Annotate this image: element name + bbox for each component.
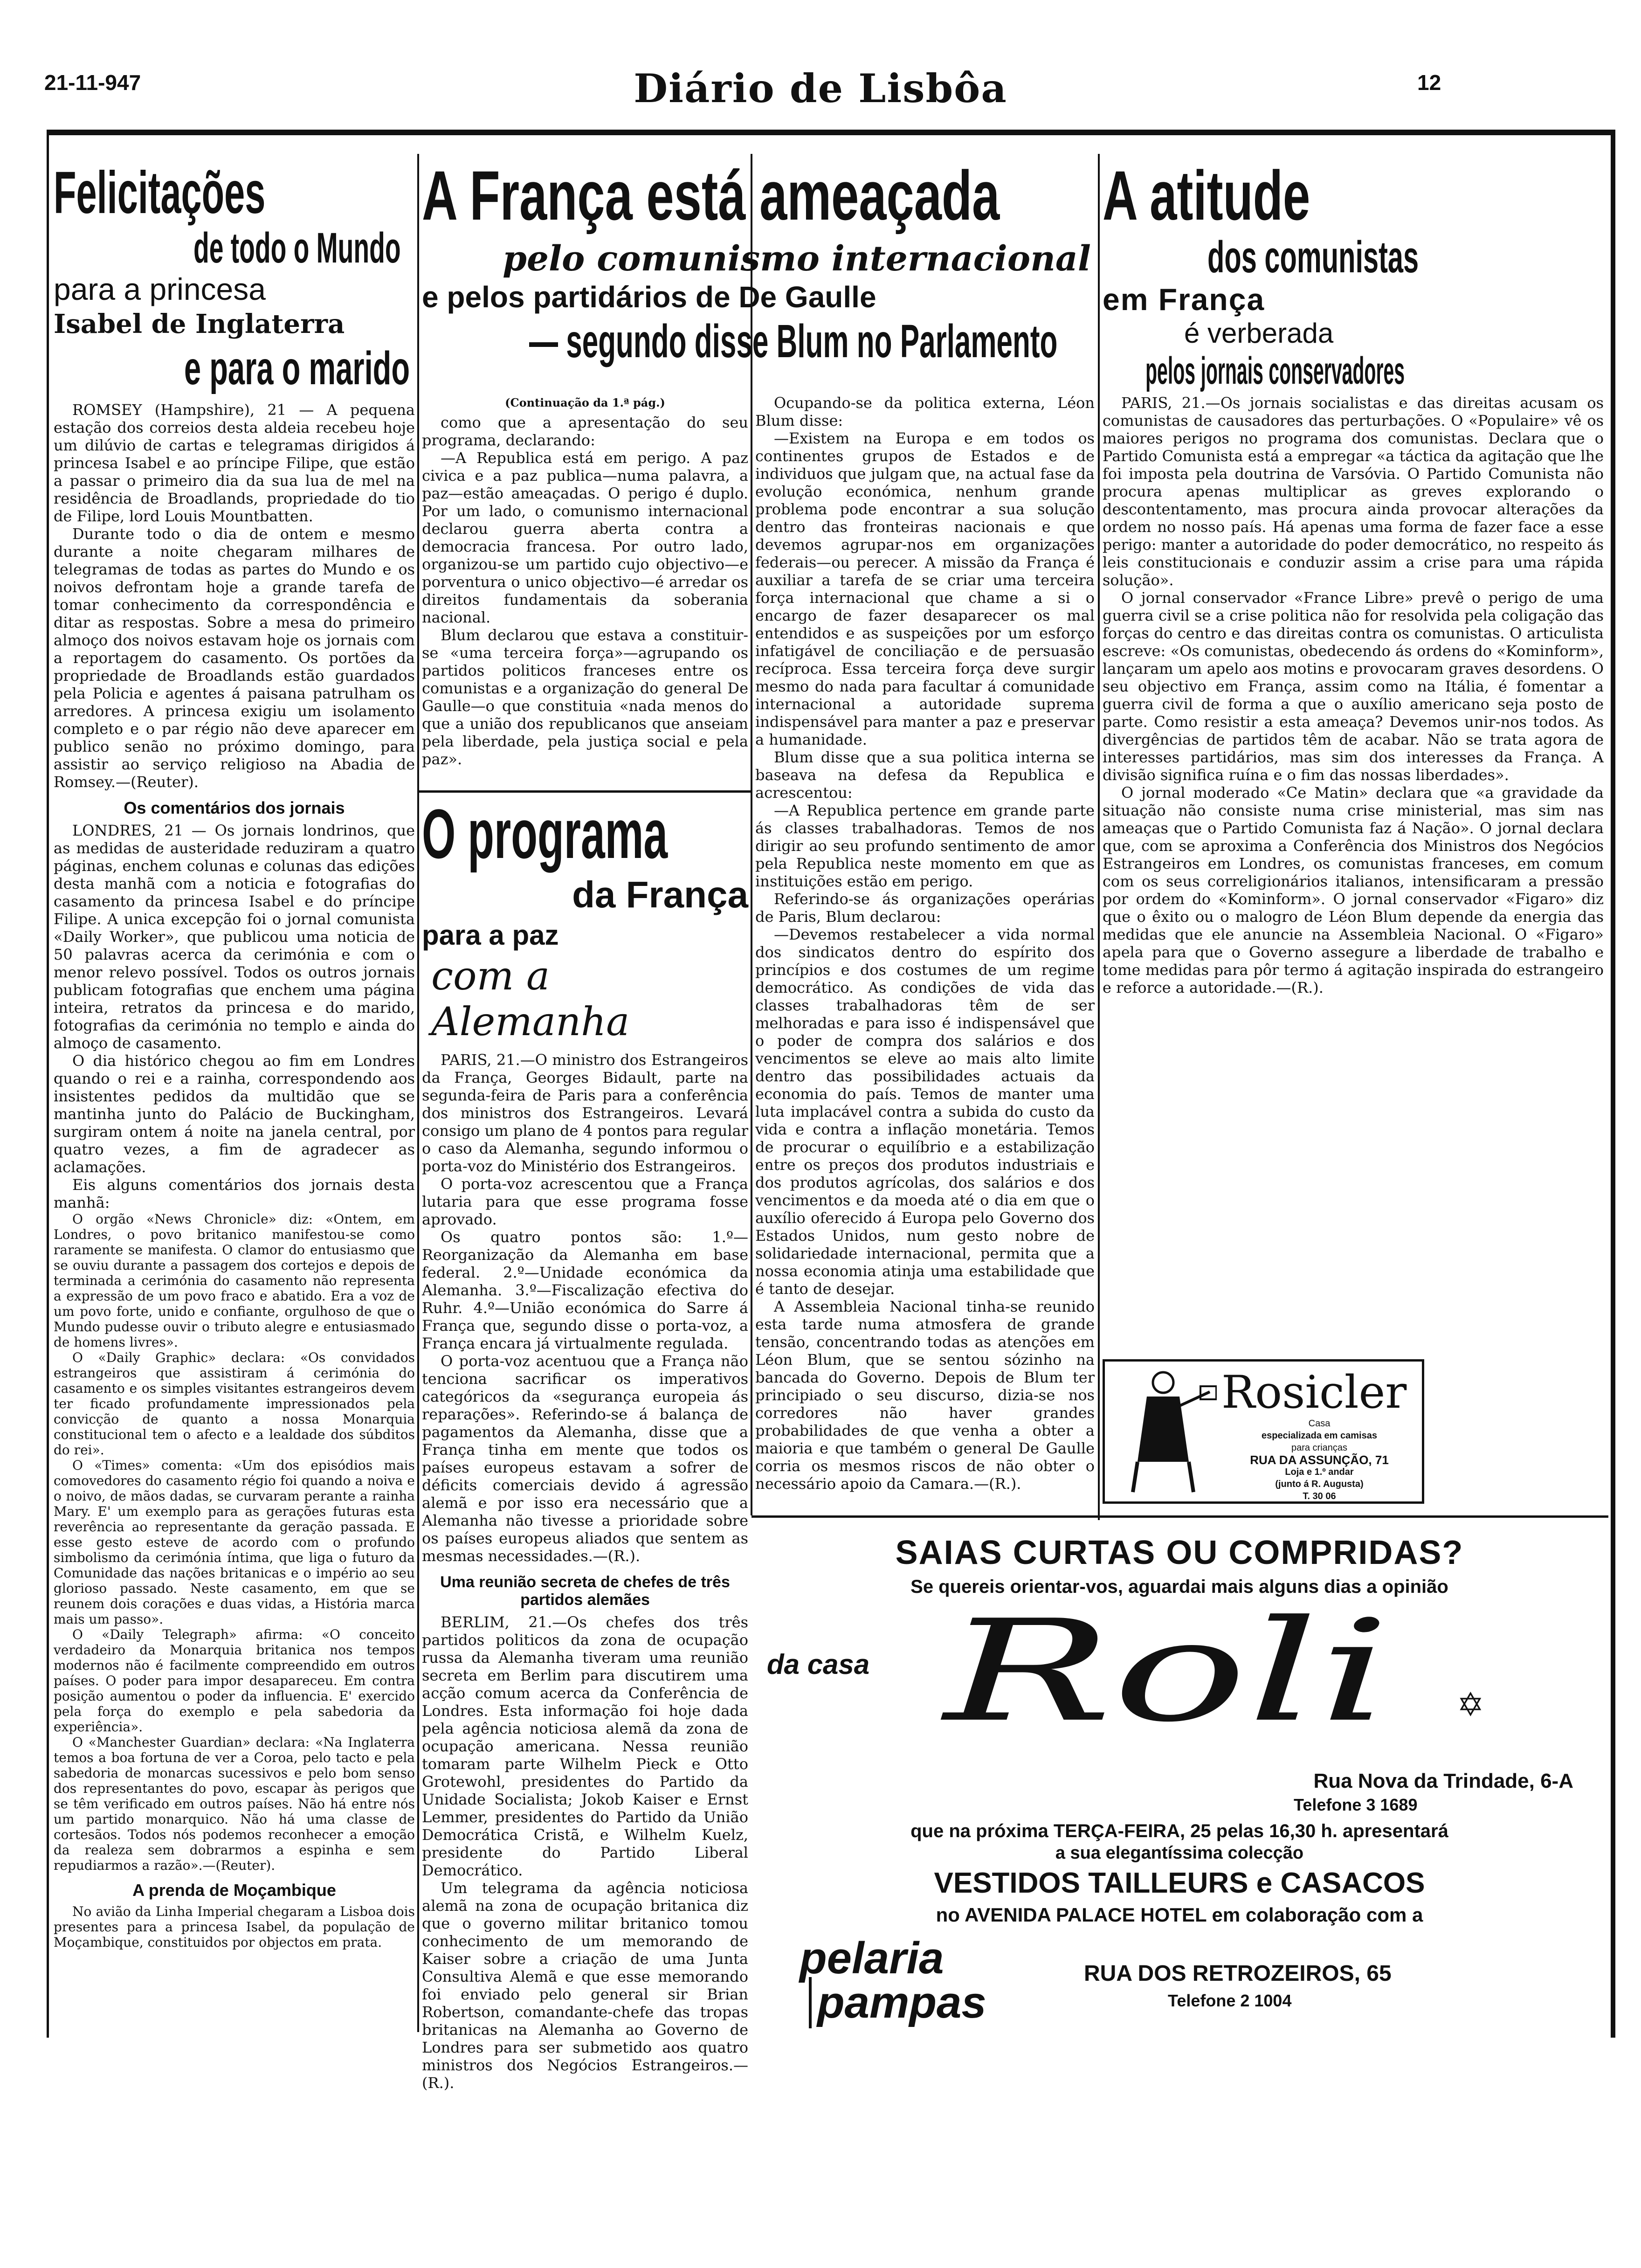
headline-line-3: para a paz: [422, 920, 559, 951]
paragraph: —A Republica está em perigo. A paz civica e a paz publica—numa palavra, a paz—estão ameaçadas. O perigo é duplo. Por um lado, o comunismo internacional declarou guerra aberta contra a democracia francesa. Por outro lado, organizou-se um partido cujo objectivo—e porventura o unico objectivo—é arredar os direitos fundamentais da soberania nacional.: [422, 449, 748, 626]
paragraph: O dia histórico chegou ao fim em Londres quando o rei e a rainha, correspondendo aos insistentes pedidos da multidão que se mantinha junto do Palácio de Buckingham, surgiram ontem á noite na janela central, por quatro vezes, a fim de agradecer as aclamações.: [54, 1052, 415, 1176]
paragraph: Blum declarou que estava a constituir-se «uma terceira força»—agrupando os partidos politicos franceses entre os comunistas e a organização do general De Gaulle—o que constituia «nada menos do que a união dos republicanos que anseiam pela liberdade, pela justiça social e pela paz».: [422, 626, 748, 768]
saias-ad: [758, 1522, 1601, 2026]
subheadline-bold: e pelos partidários de De Gaulle: [422, 280, 876, 314]
column-rule: [1098, 154, 1100, 1520]
france-headline-block: [422, 154, 1096, 365]
programa-article: [422, 795, 748, 2092]
paragraph: O «Daily Telegraph» afirma: «O conceito verdadeiro da Monarquia britanica nos tempos modernos não é facilmente compreendido em outros países. O poder para impor desapareceu. Em contra posição aumentou o poder da influencia. E' exercido pela força do exemplo e pela sabedoria da experiência».: [54, 1627, 415, 1735]
continuation-note: (Continuação da 1.ª pág.): [505, 396, 665, 409]
paragraph: PARIS, 21.—Os jornais socialistas e das direitas acusam os comunistas de causadores das perturbações. O «Populaire» vê os maiores perigos no programa dos comunistas. Declara que o Partido Comunista está a empregar «a táctica da agitação que lhe foi imposta pela doutrina de Varsóvia. O Partido Comunista não procura apenas multiplicar as greves explorando o descontentamento, mas procura ainda provocar alterações da ordem no nosso país. Há apenas uma forma de fazer face a esse perigo: manter a autoridade do poder democrático, no respeito ás leis constitucionais e conduzir assim a crise para uma rápida solução».: [1103, 394, 1604, 589]
paragraph: Os quatro pontos são: 1.º—Reorganização da Alemanha em base federal. 2.º—Unidade económica da Alemanha. 3.º—Fiscalização efectiva do Ruhr. 4.º—União económica do Sarre á França que, segundo disse o porta-voz, a França encara já virtualmente regulada.: [422, 1228, 748, 1352]
ad-address-2: RUA DOS RETROZEIROS, 65: [1084, 1961, 1392, 1986]
issue-date: 21-11-947: [44, 70, 141, 95]
newspaper-title: Diário de Lisbôa: [634, 65, 1007, 111]
paragraph: O jornal moderado «Ce Matin» declara que «a gravidade da situação não consiste numa crise ministerial, mas sim nas ameaças que o Partido Comunista faz á Nação». O jornal declara que, com se aproxima a Conferência dos Ministros dos Negócios Estrangeiros em Londres, os comunistas franceses, em comum com os seus correligionários italianos, intensificaram a pressão por ordem do «Kominform». O jornal conservador «Figaro» diz que o êxito ou o malogro de Léon Blum depende da energia das medidas que ele anuncie na Assembleia Nacional. O «Figaro» apela para que o Governo assegure a liberdade de trabalho e tome medidas para pôr termo á agitação inspirada do estrangeiro e reforce a autoridade.—(R.).: [1103, 784, 1604, 996]
article-body: [54, 401, 415, 1950]
headline: A atitude: [1103, 156, 1310, 235]
section-rule: [419, 790, 752, 793]
paragraph: —Devemos restabelecer a vida normal dos sindicatos dentro do espírito dos princípios e dos costumes de um regime democrático. As condições de vida das classes trabalhadoras têm de ser melhoradas e para isso é indispensável que o poder de compra dos salários e dos vencimentos se eleve ao mais alto limite dentro das possibilidades actuais da economia do país. Temos de manter uma luta implacável contra a subida do custo da vida e contra a inflação monetária. Temos de procurar o equilíbrio e a estabilização entre os preços dos produtos industriais e dos produtos agrícolas, dos salários e dos vencimentos e da moeda até o dia em que o auxílio oferecido á Europa pelo Governo dos Estados Unidos, num gesto nobre de solidariedade internacional, permita que a nossa economia atinja uma estabilidade que é tanto de desejar.: [755, 926, 1095, 1298]
subheading: Os comentários dos jornais: [124, 798, 345, 817]
article-body: [422, 1051, 748, 2092]
shop-line: (junto á R. Augusta): [1275, 1479, 1364, 1489]
paragraph: Ocupando-se da politica externa, Léon Blum disse:: [755, 394, 1095, 429]
ad-promo-line-3: VESTIDOS TAILLEURS e CASACOS: [934, 1867, 1425, 1899]
paragraph: PARIS, 21.—O ministro dos Estrangeiros da França, Georges Bidault, parte na segunda-feira de Paris para a conferência dos ministros dos Estrangeiros. Levará consigo um plano de 4 pontos para regular o caso da Alemanha, segundo informou o porta-voz do Ministério dos Estrangeiros.: [422, 1051, 748, 1175]
shop-details: [1221, 1418, 1417, 1502]
headline-line-2: de todo o Mundo: [193, 224, 401, 272]
column-2-article: [422, 394, 748, 768]
headline: A França está ameaçada: [422, 156, 1000, 235]
ad-subtitle: Se quereis orientar-vos, aguardai mais alguns dias a opinião: [910, 1577, 1448, 1597]
paragraph: No avião da Linha Imperial chegaram a Lisboa dois presentes para a princesa Isabel, da população de Moçambique, constituidos por objectos em prata.: [54, 1904, 415, 1950]
shop-phone: T. 30 06: [1303, 1491, 1336, 1501]
paragraph: —A Republica pertence em grande parte ás classes trabalhadoras. Temos de nos dirigir ao seu profundo sentimento de amor pela Republica neste momento em que as instituições estão em perigo.: [755, 802, 1095, 890]
subheading: A prenda de Moçambique: [132, 1881, 336, 1900]
ad-headline: SAIAS CURTAS OU COMPRIDAS?: [895, 1534, 1464, 1571]
column-4-article: [1103, 154, 1604, 996]
shop-name: Rosicler: [1221, 1366, 1407, 1418]
article-body: [1103, 394, 1604, 996]
paragraph: Referindo-se ás organizações operárias de Paris, Blum declarou:: [755, 890, 1095, 926]
paragraph: A Assembleia Nacional tinha-se reunido esta tarde numa atmosfera de grande tensão, concentrando todas as atenções em Léon Blum, que se sentou sózinho na bancada do Governo. Depois de Blum ter principiado o seu discurso, dizia-se nos corredores não haver grandes probabilidades de que venha a obter a maioria e que também o general De Gaulle corria os mesmos riscos de não obter o necessário apoio da Camara.—(R.).: [755, 1298, 1095, 1493]
headline-line-4: Isabel de Inglaterra: [54, 309, 345, 339]
headline: O programa: [422, 795, 668, 873]
headline-line-4: com a Alemanha: [431, 953, 630, 1044]
paragraph: LONDRES, 21 — Os jornais londrinos, que as medidas de austeridade reduziram a quatro páginas, enchem colunas e colunas das edições desta manhã com a noticia e fotografias do casamento da princesa Isabel e do príncipe Filipe. A unica excepção foi o jornal comunista «Daily Worker», que publicou uma noticia de 50 palavras acerca da cerimónia e com o menor relevo possível. Todos os outros jornais publicam fotografias que enchem uma página inteira, retratos da princesa e do marido, fotografias da cerimónia no templo e ainda do almoço de casamento.: [54, 822, 415, 1052]
headline-line-2: dos comunistas: [1207, 232, 1419, 282]
subheadline-condensed: — segundo disse Blum no Parlamento: [529, 315, 1058, 367]
ad-phone-2: Telefone 2 1004: [1168, 1991, 1292, 2010]
paragraph: como que a apresentação do seu programa, declarando:: [422, 414, 748, 449]
star-icon: ✡: [1457, 1686, 1484, 1724]
section-rule: [752, 1515, 1608, 1518]
paragraph: Durante todo o dia de ontem e mesmo durante a noite chegaram milhares de telegramas de todas as partes do Mundo e os noivos defrontam hoje a grande tarefa de tomar conhecimento da correspondência e ditar as respostas. Sobre a mesa do primeiro almoço dos noivos estavam hoje os jornais com a reportagem do casamento. Os portões da propriedade de Broadlands estão guardados pela Policia e agentes á paisana patrulham os arredores. A princesa exigiu um isolamento completo e o par régio não deve aparecer em publico senão no próximo domingo, para assistir ao serviço religioso na Abadia de Romsey.—(Reuter).: [54, 525, 415, 791]
brand-pelaria: pelaria: [800, 1933, 944, 1983]
shop-line: Loja e 1.º andar: [1285, 1467, 1354, 1477]
signature-roli: Roli: [944, 1590, 1391, 1753]
ad-promo-line-2: a sua elegantíssima colecção: [1055, 1843, 1304, 1863]
headline: Felicitações: [54, 159, 266, 226]
brand-pampas: pampas: [809, 1977, 986, 2028]
headline-line-3: para a princesa: [54, 272, 266, 306]
paragraph: O orgão «News Chronicle» diz: «Ontem, em Londres, o povo britanico manifestou-se como raramente se manifesta. O clamor do entusiasmo que se ouviu durante a passagem dos cortejos e depois de terminada a cerimónia do casamento não representa a expressão de um povo fraco e abatido. Era a voz de um povo forte, unido e confiante, orgulhoso de que o Mundo pudesse ouvir o tributo alegre e entusiasmado de homens livres».: [54, 1211, 415, 1350]
ad-da-casa: da casa: [767, 1649, 870, 1680]
paragraph: O porta-voz acrescentou que a França lutaria para que esse programa fosse aprovado.: [422, 1175, 748, 1228]
paragraph: Eis alguns comentários dos jornais desta manhã:: [54, 1176, 415, 1211]
paragraph: ROMSEY (Hampshire), 21 — A pequena estação dos correios desta aldeia recebeu hoje um dilúvio de cartas e telegramas dirigidos á princesa Isabel e ao príncipe Filipe, que estão a passar o primeiro dia da sua lua de mel na residência de Broadlands, propriedade do tio de Filipe, lord Louis Mountbatten.: [54, 401, 415, 525]
paragraph: O «Daily Graphic» declara: «Os convidados estrangeiros que assistiram á cerimónia do casamento e os simples visitantes estrangeiros devem ter ficado profundamente impressionados pela convicção de quanto a nossa Monarquia constitucional tem o afecto e a lealdade dos súbditos do rei».: [54, 1350, 415, 1458]
shop-line: para crianças: [1291, 1443, 1348, 1453]
headline-line-5: e para o marido: [184, 342, 410, 394]
shop-address: RUA DA ASSUNÇÃO, 71: [1250, 1453, 1389, 1467]
ad-promo-line-4: no AVENIDA PALACE HOTEL em colaboração com a: [936, 1904, 1423, 1926]
child-drawing-illustration: [1110, 1364, 1217, 1499]
column-rule: [417, 154, 419, 2032]
ad-address: Rua Nova da Trindade, 6-A: [1313, 1770, 1573, 1792]
headline-line-2: da França: [572, 874, 748, 915]
paragraph: Um telegrama da agência noticiosa alemã na zona de ocupação britanica diz que o governo militar britanico tomou conhecimento de um memorando de Kaiser sobre a criação de uma Junta Consultiva Alemã e que esse memorando foi enviado pelo general sir Brian Robertson, comandante-chefe das tropas britanicas na Alemanha ao Governo de Londres para ser submetido aos quatro ministros dos Negócios Estrangeiros.—(R.).: [422, 1879, 748, 2092]
column-3-article: [755, 394, 1095, 1493]
subheadline-italic: pelo comunismo internacional: [503, 239, 1091, 279]
paragraph: O jornal conservador «France Libre» prevê o perigo de uma guerra civil se a crise politica não for resolvida pela coligação das forças do centro e das direitas contra os comunistas. O articulista escreve: «Os comunistas, obedecendo ás ordens do «Kominform», lançaram um apelo aos motins e provocaram graves desordens. O seu objectivo em França, assim como na Itália, é fomentar a guerra civil de forma a que o auxílio americano seja posto de parte. Como resistir a esta ameaça? Devemos unir-nos todos. As divergências de partidos têm de acabar. Não se trata agora de interesses partidários, mas sim dos interesses da França. A divisão significa ruína e o fim das nossas liberdades».: [1103, 589, 1604, 784]
ad-phone: Telefone 3 1689: [1294, 1795, 1418, 1814]
paragraph: O «Times» comenta: «Um dos episódios mais comovedores do casamento régio foi quando a noiva e o noivo, de mãos dadas, se curvaram perante a rainha Mary. E' um exemplo para as gerações futuras esta reverência ao representante da geração passada. E esse gesto esteve de acordo com o profundo simbolismo da cerimónia íntima, que liga o futuro da Comunidade das nações britanicas e o império ao seu glorioso passado. Neste casamento, em que se reunem dois corações e duas vidas, a História marca mais um passo».: [54, 1458, 415, 1627]
paragraph: O «Manchester Guardian» declara: «Na Inglaterra temos a boa fortuna de ver a Coroa, pelo tacto e pela sabedoria de monarcas sucessivos e pelo bom senso dos representantes do povo, escapar às perigos que se têm verificado em outros países. Não há entre nós um partido monarquico. Não há uma classe de cortesãos. Todos nós podemos reconhecer a emoção da realeza sem dobrarmos a espinha e sem repudiarmos a razão».—(Reuter).: [54, 1735, 415, 1873]
shop-line: Casa: [1308, 1418, 1331, 1429]
headline-line-4: é verberada: [1184, 318, 1334, 349]
paragraph: O porta-voz acentuou que a França não tenciona sacrificar os imperativos categóricos da «segurança europeia ás reparações». Referindo-se á balança de pagamentos da Alemanha, disse que a França tinha em mente que todos os países europeus estavam a sofrer de déficits comerciais devido á agressão alemã e por isso era necessário que a Alemanha não tivesse a prioridade sobre os países europeus aliados que sentem as mesmas necessidades.—(R.).: [422, 1352, 748, 1565]
rosicler-ad: [1103, 1359, 1424, 1504]
page-number: 12: [1417, 70, 1441, 95]
column-1-article: [54, 154, 415, 1950]
paragraph: —Existem na Europa e em todos os continentes grupos de Estados e de individuos que julgam que, na actual fase da evolução económica, nenhum grande problema pode encontrar a sua solução dentro das fronteiras nacionais e que devemos agrupar-nos em organizações federais—ou perecer. A missão da França é auxiliar a tarefa de se criar uma terceira força internacional que chame a si o encargo de fazer desaparecer os mal entendidos e as suspeições por um esforço infatigável de conciliação e de persuasão recíproca. Essa terceira força deve surgir mesmo do nada para facultar á comunidade internacional a autoridade suprema indispensável para manter a paz e preservar a humanidade.: [755, 429, 1095, 748]
ad-promo-line-1: que na próxima TERÇA-FEIRA, 25 pelas 16,30 h. apresentará: [910, 1821, 1448, 1841]
shop-line: especializada em camisas: [1262, 1431, 1377, 1441]
subheading: Uma reunião secreta de chefes de três partidos alemães: [440, 1573, 730, 1609]
headline-line-3: em França: [1103, 282, 1265, 317]
headline-line-5: pelos jornais conservadores: [1145, 350, 1405, 392]
paragraph: BERLIM, 21.—Os chefes dos três partidos politicos da zona de ocupação russa da Alemanha tiveram uma reunião secreta em Berlim para discutirem uma acção comum acerca da Conferência de Londres. Esta informação foi hoje dada pela agência noticiosa alemã da zona de ocupação americana. Nessa reunião tomaram parte Wilhelm Pieck e Otto Grotewohl, presidentes do Partido da Unidade Socialista; Jokob Kaiser e Ernst Lemmer, presidentes do Partido da União Democrática Cristã, e Wilhelm Kuelz, presidente do Partido Liberal Democrático.: [422, 1613, 748, 1879]
paragraph: Blum disse que a sua politica interna se baseava na defesa da Republica e acrescentou:: [755, 748, 1095, 802]
